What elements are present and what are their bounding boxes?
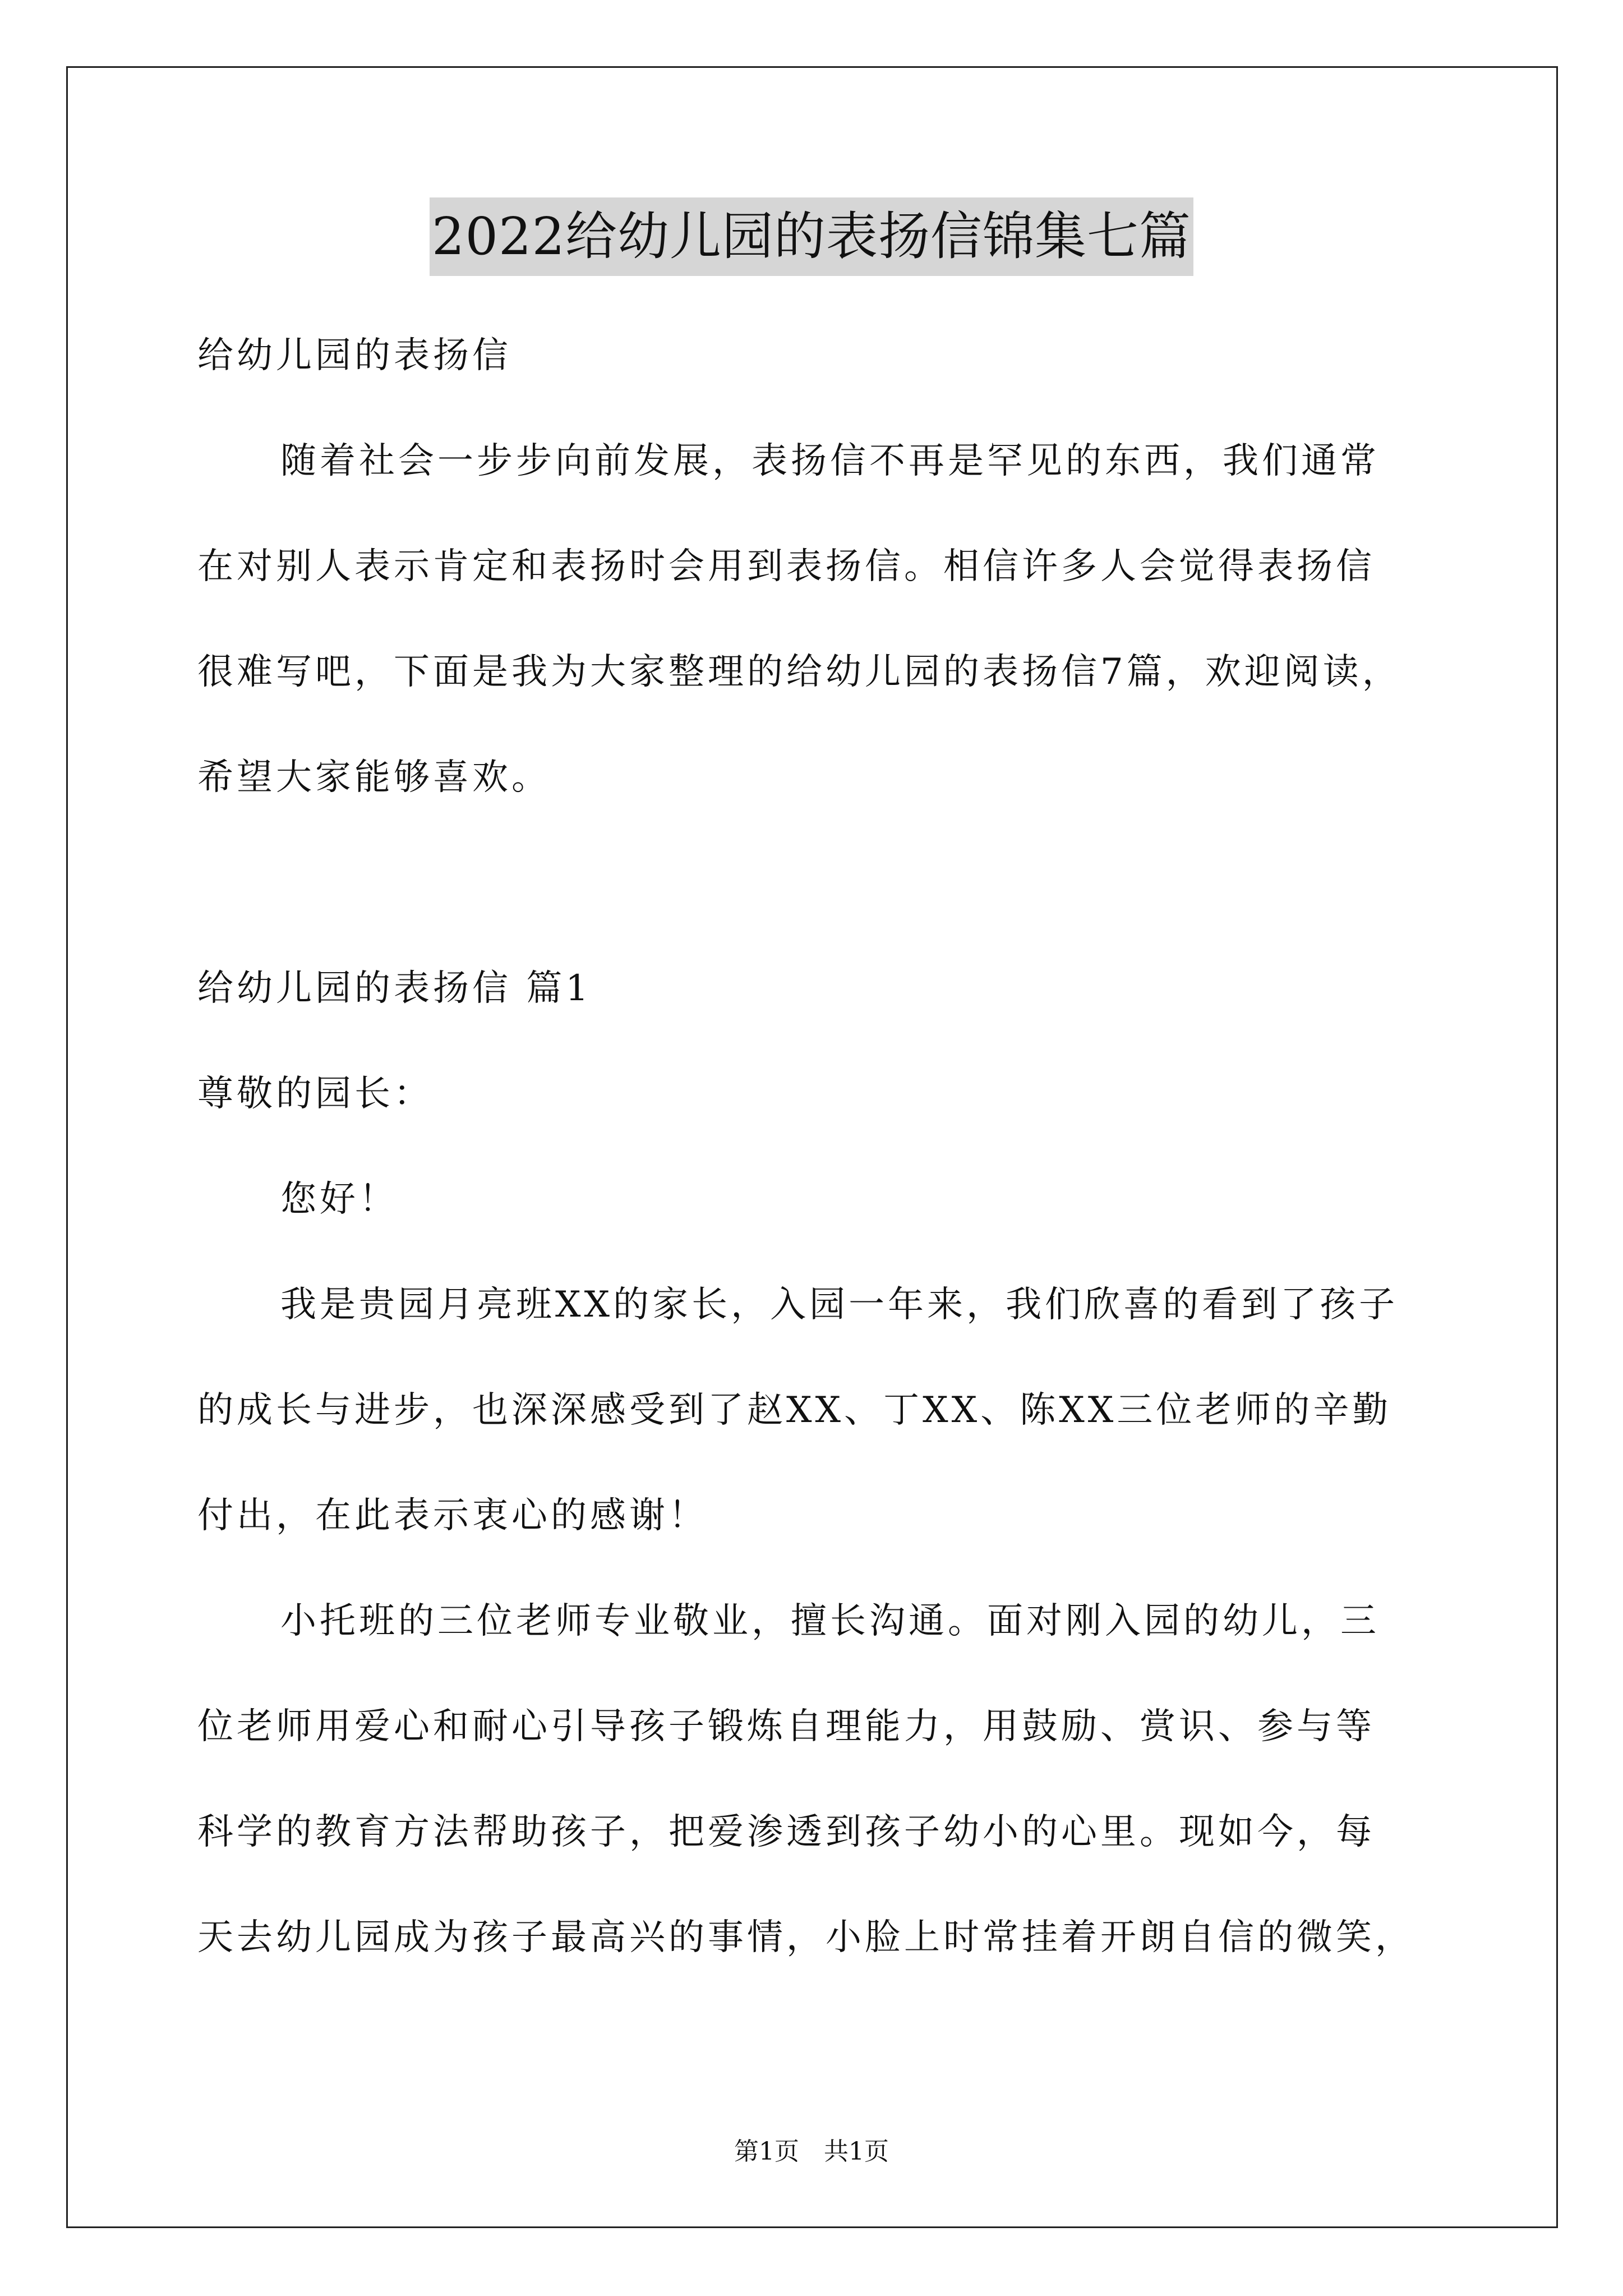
paragraph-line: 的成长与进步，也深深感受到了赵XX、丁XX、陈XX三位老师的辛勤: [197, 1389, 1392, 1431]
greeting: 您好！: [280, 1179, 398, 1220]
paragraph-line: 天去幼儿园成为孩子最高兴的事情，小脸上时常挂着开朗自信的微笑，: [197, 1917, 1414, 1958]
paragraph-line: 在对别人表示肯定和表扬时会用到表扬信。相信许多人会觉得表扬信: [197, 546, 1375, 587]
paragraph-line: 随着社会一步步向前发展，表扬信不再是罕见的东西，我们通常: [280, 440, 1380, 482]
paragraph-line: 很难写吧，下面是我为大家整理的给幼儿园的表扬信7篇，欢迎阅读，: [197, 651, 1401, 693]
section-heading-intro: 给幼儿园的表扬信: [197, 335, 511, 376]
paragraph-spacer: [197, 830, 1465, 936]
salutation: 尊敬的园长：: [197, 1073, 433, 1115]
document-body: [197, 303, 1465, 1990]
paragraph-line: 科学的教育方法帮助孩子，把爱渗透到孩子幼小的心里。现如今，每: [197, 1811, 1375, 1853]
document-title: 2022给幼儿园的表扬信锦集七篇: [430, 197, 1193, 276]
title-container: [0, 197, 1623, 276]
paragraph-line: 希望大家能够喜欢。: [197, 757, 551, 798]
paragraph-line: 我是贵园月亮班XX的家长，入园一年来，我们欣喜的看到了孩子: [280, 1284, 1399, 1326]
page-footer: 第1页 共1页: [734, 2137, 889, 2166]
paragraph-line: 位老师用爱心和耐心引导孩子锻炼自理能力，用鼓励、赏识、参与等: [197, 1706, 1375, 1747]
paragraph-line: 付出，在此表示衷心的感谢！: [197, 1495, 708, 1536]
section-heading-letter-1: 给幼儿园的表扬信 篇1: [197, 968, 592, 1009]
paragraph-line: 小托班的三位老师专业敬业，擅长沟通。面对刚入园的幼儿，三: [280, 1600, 1380, 1642]
